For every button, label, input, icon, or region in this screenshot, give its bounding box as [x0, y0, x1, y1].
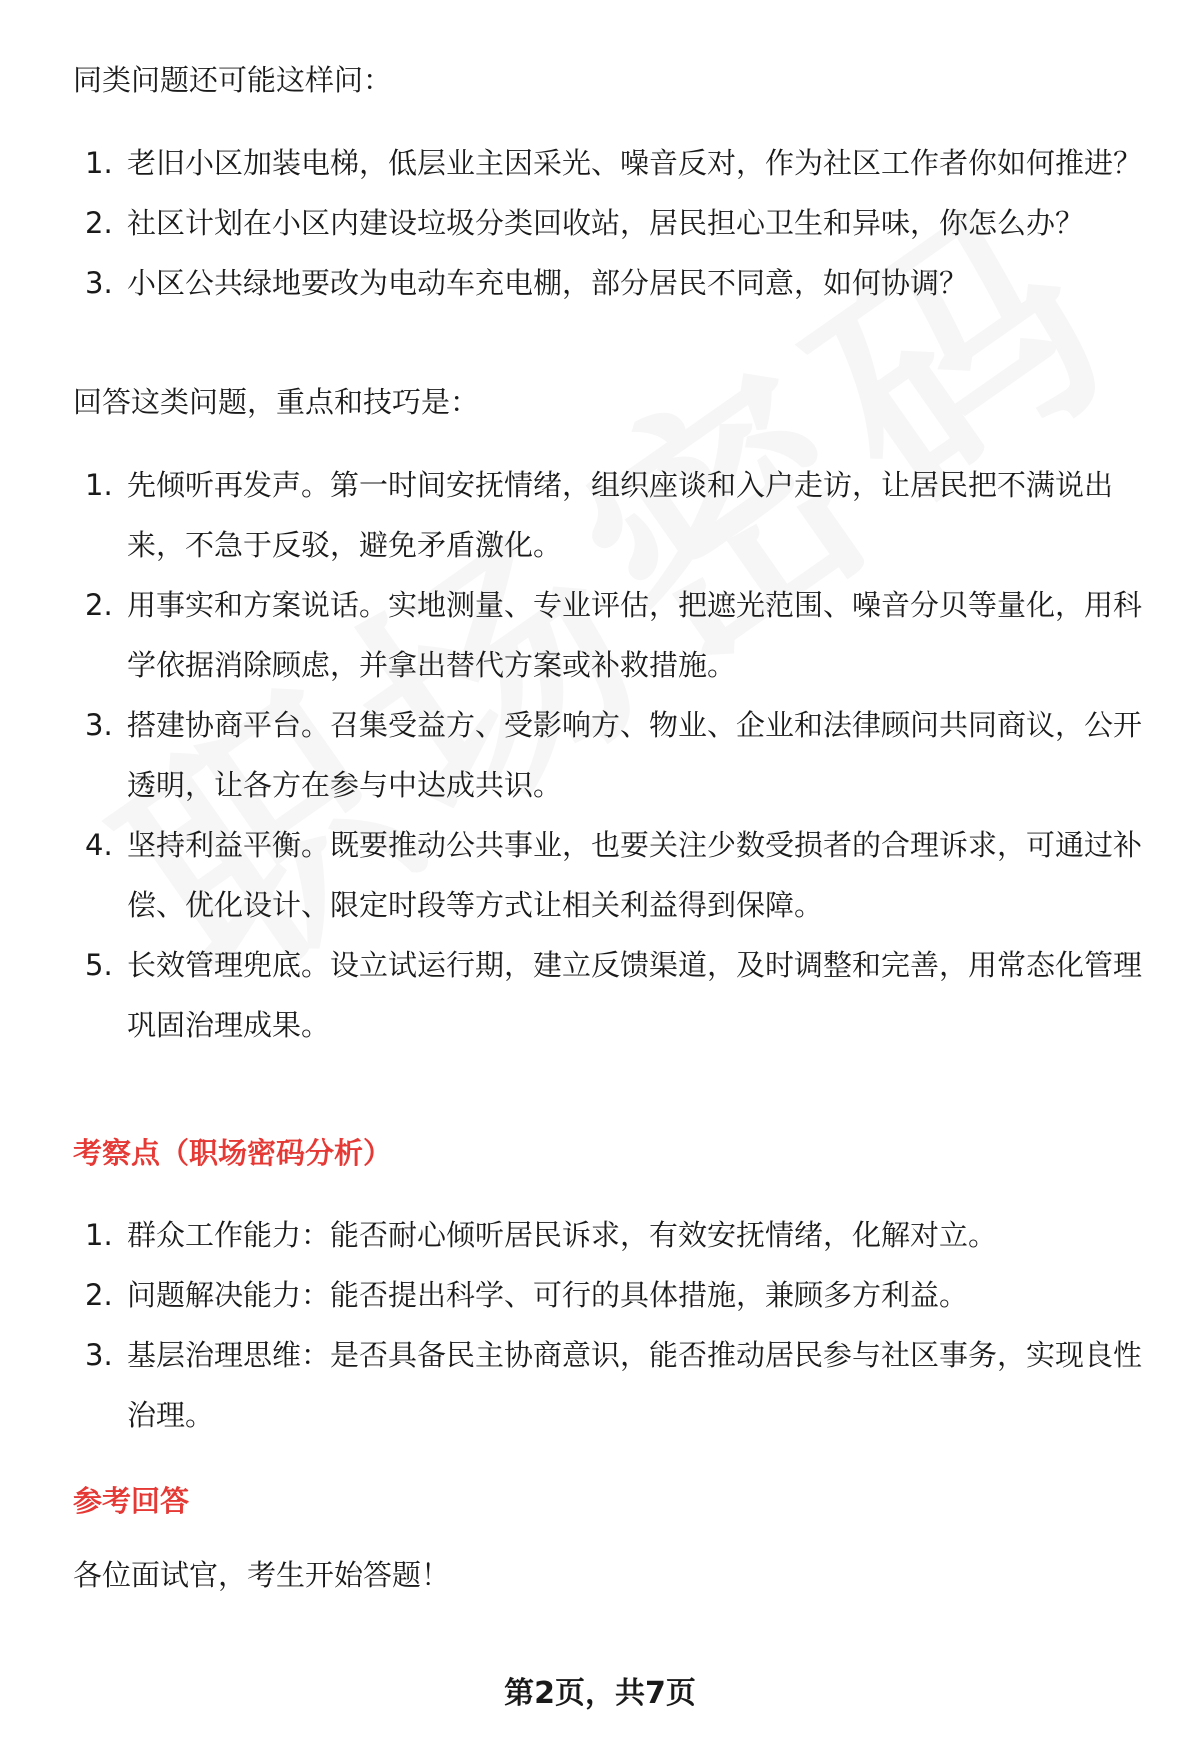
exam-points-list: [73, 1205, 1145, 1445]
list-text: 群众工作能力：能否耐心倾听居民诉求，有效安抚情绪，化解对立。: [127, 1218, 998, 1252]
list-text: 问题解决能力：能否提出科学、可行的具体措施，兼顾多方利益。: [127, 1278, 969, 1312]
tips-intro: 回答这类问题，重点和技巧是：: [73, 385, 480, 419]
similar-questions-list: [73, 133, 1145, 313]
list-text: 基层治理思维：是否具备民主协商意识，能否推动居民参与社区事务，实现良性治理。: [127, 1338, 1143, 1432]
list-item: [73, 695, 1145, 815]
list-text: 社区计划在小区内建设垃圾分类回收站，居民担心卫生和异味，你怎么办？: [127, 206, 1085, 240]
list-item: [73, 455, 1145, 575]
list-number: 3.: [85, 708, 113, 742]
list-item: [73, 253, 1145, 313]
list-text: 小区公共绿地要改为电动车充电棚，部分居民不同意，如何协调？: [127, 266, 969, 300]
list-number: 2.: [85, 588, 113, 622]
exam-points-heading: 考察点（职场密码分析）: [73, 1136, 393, 1170]
list-text: 先倾听再发声。第一时间安抚情绪，组织座谈和入户走访，让居民把不满说出来，不急于反驳，避免矛盾激化。: [127, 468, 1114, 562]
list-item: [73, 193, 1145, 253]
tips-list: [73, 455, 1145, 1055]
similar-questions-intro: 同类问题还可能这样问：: [73, 63, 393, 97]
list-item: [73, 133, 1145, 193]
reference-opening: 各位面试官，考生开始答题！: [73, 1558, 451, 1592]
list-item: [73, 1325, 1145, 1445]
list-item: [73, 935, 1145, 1055]
list-text: 老旧小区加装电梯，低层业主因采光、噪音反对，作为社区工作者你如何推进？: [127, 146, 1143, 180]
list-number: 3.: [85, 1338, 113, 1372]
list-item: [73, 1205, 1145, 1265]
page-footer: 第2页，共7页: [504, 1676, 696, 1711]
list-text: 坚持利益平衡。既要推动公共事业，也要关注少数受损者的合理诉求，可通过补偿、优化设计、限定时段等方式让相关利益得到保障。: [127, 828, 1143, 922]
list-number: 4.: [85, 828, 113, 862]
list-number: 1.: [85, 1218, 113, 1252]
reference-heading: 参考回答: [73, 1484, 190, 1518]
list-number: 2.: [85, 1278, 113, 1312]
list-item: [73, 575, 1145, 695]
list-number: 1.: [85, 468, 113, 502]
list-text: 长效管理兜底。设立试运行期，建立反馈渠道，及时调整和完善，用常态化管理巩固治理成果。: [127, 948, 1143, 1042]
list-text: 用事实和方案说话。实地测量、专业评估，把遮光范围、噪音分贝等量化，用科学依据消除顾虑，并拿出替代方案或补救措施。: [127, 588, 1143, 682]
list-item: [73, 1265, 1145, 1325]
list-number: 3.: [85, 266, 113, 300]
list-number: 1.: [85, 146, 113, 180]
list-item: [73, 815, 1145, 935]
list-number: 2.: [85, 206, 113, 240]
list-text: 搭建协商平台。召集受益方、受影响方、物业、企业和法律顾问共同商议，公开透明，让各方在参与中达成共识。: [127, 708, 1143, 802]
list-number: 5.: [85, 948, 113, 982]
